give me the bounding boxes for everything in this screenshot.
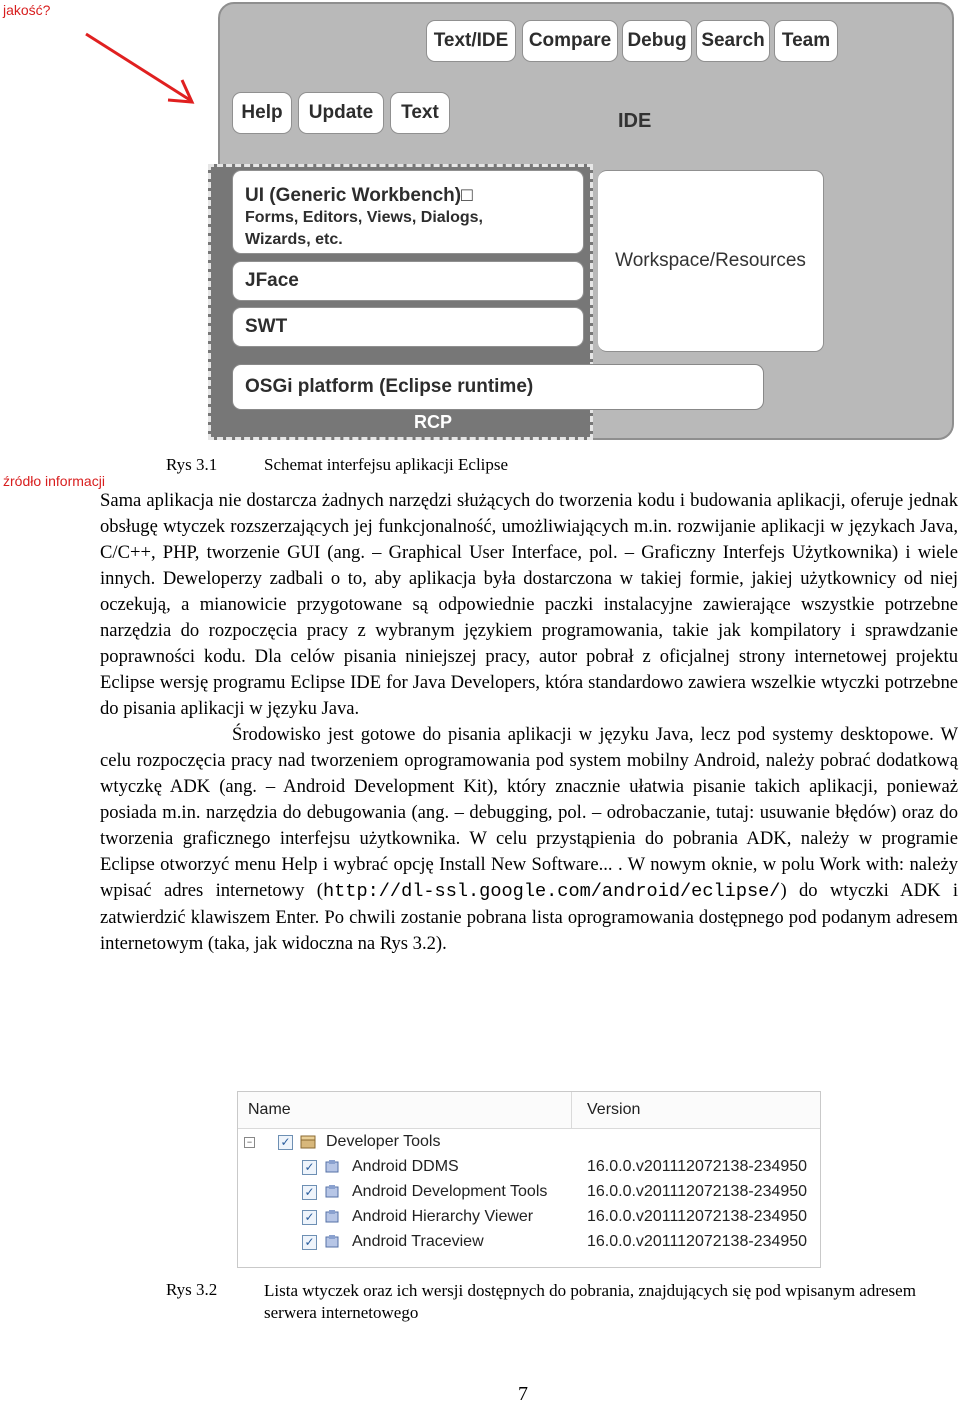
- page-number: 7: [518, 1383, 528, 1405]
- plugin-version: 16.0.0.v201112072138-234950: [587, 1233, 808, 1250]
- table-row[interactable]: [238, 1205, 820, 1230]
- ide-label: IDE: [618, 110, 652, 132]
- group-name: Developer Tools: [326, 1133, 441, 1150]
- help-box: Help: [232, 92, 292, 134]
- plugin-icon: [324, 1235, 340, 1249]
- plugin-version: 16.0.0.v201112072138-234950: [587, 1158, 808, 1175]
- plugin-icon: [324, 1185, 340, 1199]
- update-box: Update: [298, 92, 384, 134]
- source-note: źródło informacji: [3, 473, 105, 489]
- paragraph-2: [100, 722, 958, 957]
- ui-generic-workbench-box: [232, 170, 584, 254]
- workspace-resources-box: Workspace/Resources: [598, 170, 824, 352]
- adk-url: http://dl-ssl.google.com/android/eclipse/: [322, 881, 781, 902]
- table-header: [238, 1092, 820, 1129]
- text-box: Text: [390, 92, 450, 134]
- column-divider: [571, 1092, 572, 1128]
- figure-1-number: Rys 3.1: [166, 455, 218, 474]
- checkbox-icon[interactable]: ✓: [278, 1135, 293, 1150]
- figure-2-number: Rys 3.2: [166, 1280, 218, 1299]
- plugin-name: Android Development Tools: [352, 1183, 548, 1200]
- plugin-name: Android DDMS: [352, 1158, 459, 1175]
- checkbox-icon[interactable]: ✓: [302, 1160, 317, 1175]
- checkbox-icon[interactable]: ✓: [302, 1185, 317, 1200]
- table-row[interactable]: [238, 1230, 820, 1255]
- ui-title: UI (Generic Workbench)□: [245, 185, 473, 206]
- table-row[interactable]: [238, 1180, 820, 1205]
- swt-box: SWT: [232, 307, 584, 347]
- plugin-icon: [324, 1210, 340, 1224]
- table-row-group[interactable]: [238, 1130, 820, 1155]
- quality-note: jakość?: [3, 2, 51, 18]
- plugin-name: Android Traceview: [352, 1233, 484, 1250]
- compare-box: Compare: [522, 20, 618, 62]
- checkbox-icon[interactable]: ✓: [302, 1210, 317, 1225]
- ui-sub-2: Wizards, etc.: [245, 231, 343, 248]
- team-box: Team: [774, 20, 838, 62]
- eclipse-architecture-diagram: [208, 2, 958, 442]
- plugin-version: 16.0.0.v201112072138-234950: [587, 1208, 808, 1225]
- paragraph-2-start: Środowisko jest gotowe do pisania aplikacji w języku Java, lecz pod systemy desktopowe. W celu rozpoczęcia pracy nad tworzeniem oprogramowania pod system mobilny Android, należy pobrać dodatkową wtyczkę ADK (ang. – Android Development Kit), który znacznie ułatwia pisanie takich aplikacji, ponieważ posiada m.in. narzędzia do debugowania (ang. – debugging, pol. – odrobaczanie, tutaj: usuwanie błędów) oraz do tworzenia graficznego interfejsu użytkownika. W celu przystąpienia do pobrania ADK, należy w programie Eclipse otworzyć menu Help i wybrać opcję Install New Software... . W nowym oknie, w polu Work with: należy wpisać adres internetowy (: [100, 724, 958, 901]
- debug-box: Debug: [622, 20, 692, 62]
- search-box: Search: [696, 20, 770, 62]
- column-version-header[interactable]: Version: [587, 1101, 641, 1118]
- osgi-platform-box: OSGi platform (Eclipse runtime): [232, 364, 764, 410]
- column-name-header[interactable]: Name: [248, 1101, 291, 1118]
- rcp-label: RCP: [414, 412, 453, 432]
- figure-2-caption: Lista wtyczek oraz ich wersji dostępnych do pobrania, znajdujących się pod wpisanym adresem serwera internetowego: [264, 1281, 916, 1322]
- package-icon: [300, 1135, 316, 1149]
- paragraph-2-end: ) do wtyczki ADK i zatwierdzić klawiszem Enter. Po chwili zostanie pobrana lista oprogramowania dostępnego pod podanym adresem internetowym (taka, jak widoczna na Rys 3.2).: [100, 880, 958, 954]
- figure-1-caption: Schemat interfejsu aplikacji Eclipse: [264, 455, 509, 474]
- table-row[interactable]: [238, 1155, 820, 1180]
- collapse-icon[interactable]: −: [244, 1137, 255, 1148]
- checkbox-icon[interactable]: ✓: [302, 1235, 317, 1250]
- paragraph-1: Sama aplikacja nie dostarcza żadnych narzędzi służących do tworzenia kodu i budowania aplikacji, oferuje jednak obsługę wtyczek rozszerzających jej funkcjonalność, umożliwiających m.in. rozwijanie aplikacji w językach Java, C/C++, PHP, tworzenie GUI (ang. – Graphical User Interface, pol. – Graficzny Interfejs Użytkownika) i wiele innych. Deweloperzy zadbali o to, aby aplikacja była dostarczona w takiej formie, jakiej użytkownicy od niej oczekują, a mianowicie przygotowane są odpowiednie paczki instalacyjne zawierające wszystkie potrzebne narzędzia do rozpoczęcia pracy z wybranym językiem programowania, takie jak kompilatory i sprawdzanie poprawności kodu. Dla celów pisania niniejszej pracy, autor pobrał z oficjalnej strony internetowej projektu Eclipse wersję programu Eclipse IDE for Java Developers, która standardowo zawiera wszelkie wtyczki potrzebne do pisania aplikacji w języku Java.: [100, 490, 958, 719]
- ui-sub-1: Forms, Editors, Views, Dialogs,: [245, 209, 483, 226]
- plugin-table: [237, 1091, 821, 1268]
- plugin-icon: [324, 1160, 340, 1174]
- jface-box: JFace: [232, 261, 584, 301]
- annotation-arrow-icon: [82, 30, 200, 106]
- text-ide-box: Text/IDE: [426, 20, 516, 62]
- plugin-version: 16.0.0.v201112072138-234950: [587, 1183, 808, 1200]
- body-text: [100, 488, 958, 957]
- plugin-name: Android Hierarchy Viewer: [352, 1208, 534, 1225]
